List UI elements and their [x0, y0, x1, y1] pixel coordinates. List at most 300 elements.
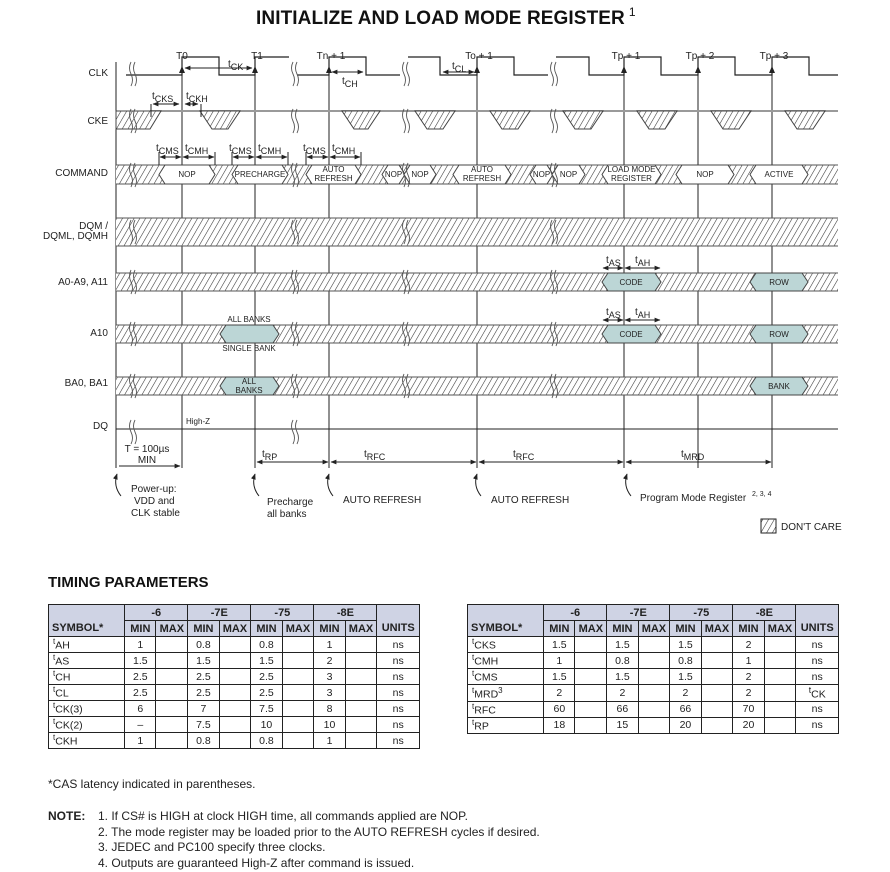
- value-cell: 20: [670, 717, 701, 733]
- value-label: ALL: [241, 377, 257, 386]
- value-cell: 2.5: [251, 669, 282, 685]
- value-cell: [282, 717, 314, 733]
- value-cell: 1: [544, 653, 575, 669]
- min-header: MIN: [607, 621, 638, 637]
- symbol-cell: $^t$RP: [468, 717, 544, 733]
- tcms-label: tCMS: [156, 143, 179, 156]
- command-label: AUTO: [322, 165, 345, 174]
- tck-label-sub: CK: [230, 62, 244, 72]
- signal-label: A0-A9, A11: [58, 277, 108, 288]
- units-text: ns: [392, 670, 404, 683]
- command-label: NOP: [532, 170, 551, 179]
- clock-label: Tp + 3: [759, 51, 789, 62]
- grade-header: -8E: [733, 605, 796, 621]
- table-row: [49, 653, 420, 669]
- clock-label: To + 1: [465, 51, 493, 62]
- event-label: AUTO REFRESH: [343, 495, 422, 506]
- trfc-label-sub: RFC: [515, 452, 535, 462]
- units-text: ns: [811, 703, 823, 715]
- value-cell: 3: [314, 669, 345, 685]
- value-label: ROW: [769, 330, 789, 339]
- value-cell: 7: [188, 701, 219, 717]
- grade-header: -6: [544, 605, 607, 621]
- signal-label: DQML, DQMH: [43, 231, 108, 242]
- tcl-label: tCL: [452, 61, 467, 74]
- units-cell: [377, 685, 420, 701]
- value-cell: 2: [670, 685, 701, 702]
- break-mark: [403, 62, 410, 86]
- units-text: ns: [392, 702, 404, 715]
- signal-label: COMMAND: [55, 168, 108, 179]
- table-row: [49, 669, 420, 685]
- value-cell: [282, 637, 314, 653]
- grade-header: -8E: [314, 605, 377, 621]
- notes-list: [98, 809, 658, 871]
- auto-refresh-callout: [328, 474, 333, 496]
- value-cell: [638, 637, 670, 653]
- rising-edge-arrow: [621, 66, 627, 73]
- value-cell: [156, 717, 188, 733]
- symbol-cell: $^t$RFC: [468, 701, 544, 717]
- signal-label: DQM /: [79, 221, 108, 232]
- command-label: NOP: [696, 170, 714, 179]
- cke-dont-care: [415, 111, 455, 129]
- value-cell: [345, 733, 377, 749]
- clock-label: Tp + 1: [611, 51, 641, 62]
- symbol-text: RP: [474, 720, 489, 733]
- value-cell: 1.5: [125, 653, 156, 669]
- tcks-label: tCKS: [152, 91, 174, 104]
- value-cell: –: [125, 717, 156, 733]
- value-cell: [345, 669, 377, 685]
- units-text: CK: [811, 688, 826, 701]
- symbol-cell: $^t$CH: [49, 669, 125, 685]
- signal-label: DQ: [93, 421, 108, 432]
- max-header: MAX: [345, 621, 377, 637]
- trfc-label: tRFC: [364, 449, 386, 462]
- units-cell: [796, 701, 839, 717]
- table-row: [468, 717, 839, 733]
- value-cell: [345, 653, 377, 669]
- value-cell: 2.5: [125, 685, 156, 701]
- units-cell: [377, 717, 420, 733]
- value-cell: 2.5: [125, 669, 156, 685]
- note-item: 4. Outputs are guaranteed High-Z after command is issued.: [98, 855, 415, 870]
- tcmh-label-sub: CMH: [260, 146, 282, 156]
- symbol-text: CMS: [474, 671, 498, 684]
- command-label: NOP: [178, 170, 196, 179]
- units-text: ns: [392, 638, 404, 651]
- tcmh-label: tCMH: [185, 143, 209, 156]
- units-cell: [796, 717, 839, 733]
- power-up-callout: [116, 474, 121, 496]
- event-label: Program Mode Register: [640, 493, 747, 504]
- value-cell: 70: [733, 701, 764, 717]
- value-cell: [701, 653, 733, 669]
- units-text: ns: [392, 686, 404, 699]
- note-item: 2. The mode register may be loaded prior to the AUTO REFRESH cycles if desired.: [98, 824, 540, 839]
- value-cell: 2.5: [251, 685, 282, 701]
- value-cell: [219, 685, 251, 701]
- units-cell: [377, 637, 420, 653]
- value-cell: [575, 717, 607, 733]
- clock-label: Tn + 1: [316, 51, 346, 62]
- units-header: UNITS: [796, 621, 839, 637]
- dont-care-region: [116, 273, 838, 291]
- value-cell: 1: [125, 637, 156, 653]
- value-cell: [219, 637, 251, 653]
- value-label: SINGLE BANK: [222, 344, 276, 353]
- value-label: BANKS: [235, 386, 263, 395]
- tcmh-label: tCMH: [258, 143, 282, 156]
- value-cell: 8: [314, 701, 345, 717]
- event-label: Precharge: [267, 497, 314, 508]
- header-cell: [49, 605, 125, 621]
- units-cell: [377, 733, 420, 749]
- event-label: all banks: [267, 509, 307, 520]
- symbol-header: SYMBOL*: [49, 621, 125, 637]
- units-cell: [377, 653, 420, 669]
- precharge-callout: [254, 474, 259, 496]
- tcmh-label-sub: CMH: [187, 146, 209, 156]
- value-cell: [764, 685, 796, 702]
- rising-edge-arrow: [695, 66, 701, 73]
- units-cell: [377, 701, 420, 717]
- break-mark: [292, 109, 299, 133]
- symbol-cell: $^t$MRD$^3$: [468, 685, 544, 702]
- symbol-note: 3: [498, 685, 503, 695]
- tch-label-sub: CH: [344, 79, 358, 89]
- event-label: Power-up:: [131, 484, 177, 495]
- trfc-label-sub: RFC: [366, 452, 386, 462]
- value-cell: [219, 701, 251, 717]
- auto-refresh-callout: [476, 474, 481, 496]
- tcl-label-sub: CL: [454, 64, 467, 74]
- table-subheader-row: [49, 621, 420, 637]
- rising-edge-arrow: [179, 66, 185, 73]
- value-cell: [282, 669, 314, 685]
- symbol-cell: $^t$CKS: [468, 637, 544, 653]
- dont-care-legend-label: DON'T CARE: [781, 522, 842, 533]
- header-cell: [377, 605, 420, 621]
- value-cell: 1: [314, 637, 345, 653]
- value-cell: 6: [125, 701, 156, 717]
- cke-dont-care: [342, 111, 380, 129]
- grade-header: -7E: [607, 605, 670, 621]
- signal-label: CKE: [87, 116, 108, 127]
- symbol-text: RFC: [474, 704, 496, 717]
- min-header: MIN: [733, 621, 764, 637]
- trp-label-sub: RP: [264, 452, 278, 462]
- min-header: MIN: [125, 621, 156, 637]
- dq-state-label: High-Z: [186, 417, 211, 426]
- title-note-ref: 1: [628, 5, 636, 19]
- value-cell: 10: [251, 717, 282, 733]
- symbol-cell: $^t$CL: [49, 685, 125, 701]
- value-cell: [219, 669, 251, 685]
- command-label: AUTO: [470, 165, 494, 174]
- value-cell: 1: [733, 653, 764, 669]
- value-cell: [701, 685, 733, 702]
- symbol-text: CK(3): [55, 703, 83, 716]
- break-mark: [292, 62, 299, 86]
- min-header: MIN: [670, 621, 701, 637]
- value-cell: [764, 701, 796, 717]
- units-text: ns: [811, 638, 823, 651]
- timing-table-1: [48, 604, 420, 749]
- symbol-text: MRD: [474, 688, 499, 700]
- tah-label: tAH: [635, 255, 651, 268]
- tcms-label: tCMS: [303, 143, 326, 156]
- symbol-text: CKS: [474, 639, 496, 652]
- cke-dont-care: [490, 111, 530, 129]
- value-cell: [764, 717, 796, 733]
- rising-edge-arrow: [474, 66, 480, 73]
- tah-label: tAH: [635, 307, 651, 320]
- break-mark: [551, 62, 558, 86]
- value-cell: [638, 669, 670, 685]
- units-text: ns: [811, 654, 823, 667]
- value-cell: 10: [314, 717, 345, 733]
- value-cell: [282, 653, 314, 669]
- max-header: MAX: [282, 621, 314, 637]
- tcms-label-sub: CMS: [231, 146, 252, 156]
- precharge-bank-window: [220, 325, 279, 343]
- value-label: BANK: [768, 382, 790, 391]
- table-row: [49, 717, 420, 733]
- value-cell: 2: [733, 637, 764, 653]
- tas-label-sub: AS: [608, 258, 621, 268]
- value-cell: [638, 685, 670, 702]
- table-row: [468, 653, 839, 669]
- value-cell: [345, 685, 377, 701]
- value-cell: [575, 637, 607, 653]
- value-cell: 0.8: [607, 653, 638, 669]
- command-label: NOP: [411, 170, 429, 179]
- value-cell: 2.5: [188, 669, 219, 685]
- value-cell: 20: [733, 717, 764, 733]
- min-header: MIN: [314, 621, 345, 637]
- value-cell: [156, 685, 188, 701]
- value-cell: 1.5: [670, 637, 701, 653]
- table-row: [49, 637, 420, 653]
- program-mode-callout: [626, 474, 631, 496]
- cke-dont-care: [200, 111, 240, 129]
- table-row: [49, 701, 420, 717]
- value-cell: [764, 637, 796, 653]
- value-cell: 2: [607, 685, 638, 702]
- value-cell: 66: [607, 701, 638, 717]
- min-header: MIN: [251, 621, 282, 637]
- tcks-label-sub: CKS: [154, 94, 174, 104]
- symbol-cell: $^t$CMH: [468, 653, 544, 669]
- max-header: MAX: [764, 621, 796, 637]
- value-label: ROW: [769, 278, 789, 287]
- value-cell: [701, 717, 733, 733]
- min-header: MIN: [188, 621, 219, 637]
- value-cell: 60: [544, 701, 575, 717]
- max-header: MAX: [575, 621, 607, 637]
- value-label: CODE: [619, 330, 643, 339]
- value-cell: [345, 701, 377, 717]
- symbol-cell: $^t$CMS: [468, 669, 544, 685]
- value-cell: 7.5: [251, 701, 282, 717]
- timing-parameters-title: TIMING PARAMETERS: [48, 574, 209, 591]
- value-cell: [156, 653, 188, 669]
- symbol-text: CMH: [474, 655, 499, 668]
- header-cell: [796, 605, 839, 621]
- tckh-label: tCKH: [186, 91, 208, 104]
- trfc-label: tRFC: [513, 449, 535, 462]
- value-cell: [345, 637, 377, 653]
- value-cell: [764, 669, 796, 685]
- table-subheader-row: [468, 621, 839, 637]
- interval-label: MIN: [137, 455, 157, 466]
- tas-label-sub: AS: [608, 310, 621, 320]
- value-cell: 1.5: [607, 669, 638, 685]
- break-mark: [130, 420, 137, 444]
- value-cell: [638, 701, 670, 717]
- tas-label: tAS: [606, 255, 621, 268]
- cke-dont-care: [563, 111, 603, 129]
- rising-edge-arrow: [769, 66, 775, 73]
- note-item: 1. If CS# is HIGH at clock HIGH time, all commands applied are NOP.: [98, 809, 468, 823]
- value-cell: 1.5: [251, 653, 282, 669]
- value-cell: [219, 733, 251, 749]
- rising-edge-arrow: [326, 66, 332, 73]
- tcms-label-sub: CMS: [305, 146, 326, 156]
- units-cell: [796, 669, 839, 685]
- table-row: [49, 685, 420, 701]
- command-label: REGISTER: [611, 174, 652, 183]
- table-row: [468, 669, 839, 685]
- value-cell: [575, 701, 607, 717]
- units-cell: [377, 669, 420, 685]
- value-cell: 0.8: [670, 653, 701, 669]
- grade-header: -7E: [188, 605, 251, 621]
- value-label: ALL BANKS: [227, 315, 271, 324]
- value-cell: [701, 669, 733, 685]
- value-cell: 1.5: [544, 669, 575, 685]
- table-row: [49, 733, 420, 749]
- value-cell: 7.5: [188, 717, 219, 733]
- tcms-label-sub: CMS: [158, 146, 179, 156]
- symbol-header: SYMBOL*: [468, 621, 544, 637]
- value-cell: [575, 669, 607, 685]
- break-mark: [130, 62, 137, 86]
- symbol-text: CK(2): [55, 719, 83, 732]
- value-cell: [638, 653, 670, 669]
- signal-label: BA0, BA1: [64, 378, 108, 389]
- symbol-text: CL: [55, 687, 69, 700]
- value-cell: [156, 669, 188, 685]
- rising-edge-arrow: [252, 66, 258, 73]
- tmrd-label-sub: MRD: [683, 452, 705, 462]
- table-row: [468, 701, 839, 717]
- tah-label-sub: AH: [637, 310, 651, 320]
- symbol-cell: $^t$AS: [49, 653, 125, 669]
- value-cell: 1: [314, 733, 345, 749]
- dont-care-legend-swatch: [761, 519, 776, 533]
- value-cell: [701, 637, 733, 653]
- command-label: NOP: [559, 170, 578, 179]
- tckh-label-sub: CKH: [188, 94, 208, 104]
- value-cell: 0.8: [251, 637, 282, 653]
- interval-label: T = 100µs: [124, 444, 170, 455]
- signal-label: A10: [90, 328, 108, 339]
- value-cell: 0.8: [188, 733, 219, 749]
- command-label: NOP: [384, 170, 403, 179]
- units-cell: $^t$CK: [796, 685, 839, 702]
- tck-label: tCK: [228, 59, 244, 72]
- tcms-label: tCMS: [229, 143, 252, 156]
- cke-dont-care: [711, 111, 751, 129]
- event-label: VDD and: [134, 496, 175, 507]
- value-cell: [219, 653, 251, 669]
- value-cell: 2: [314, 653, 345, 669]
- symbol-cell: $^t$CK(3): [49, 701, 125, 717]
- units-text: ns: [811, 670, 823, 683]
- command-label: REFRESH: [314, 174, 353, 183]
- value-cell: 1.5: [670, 669, 701, 685]
- value-cell: 1.5: [544, 637, 575, 653]
- value-cell: 2: [544, 685, 575, 702]
- tcmh-label: tCMH: [332, 143, 356, 156]
- units-text: ns: [392, 718, 404, 731]
- dont-care-region: [116, 218, 838, 246]
- table-header-row: [49, 605, 420, 621]
- clock-label: T0: [176, 51, 188, 62]
- value-cell: [638, 717, 670, 733]
- value-cell: [156, 701, 188, 717]
- units-text: ns: [392, 654, 404, 667]
- title-text: INITIALIZE AND LOAD MODE REGISTER: [256, 8, 625, 29]
- value-cell: 2.5: [188, 685, 219, 701]
- table-header-row: [468, 605, 839, 621]
- note-item: 3. JEDEC and PC100 specify three clocks.: [98, 840, 326, 854]
- break-mark: [551, 109, 558, 133]
- tcmh-label-sub: CMH: [334, 146, 356, 156]
- symbol-text: AH: [55, 639, 70, 652]
- break-mark: [403, 109, 410, 133]
- value-cell: 2: [733, 669, 764, 685]
- tmrd-label: tMRD: [681, 449, 705, 462]
- units-cell: [796, 653, 839, 669]
- value-cell: 0.8: [251, 733, 282, 749]
- value-cell: [282, 685, 314, 701]
- symbol-text: AS: [55, 655, 70, 668]
- clock-label: Tp + 2: [685, 51, 715, 62]
- max-header: MAX: [701, 621, 733, 637]
- value-cell: [219, 717, 251, 733]
- notes-label: NOTE:: [48, 809, 86, 823]
- tas-label: tAS: [606, 307, 621, 320]
- value-cell: 1.5: [188, 653, 219, 669]
- break-mark: [292, 420, 299, 444]
- units-text: ns: [392, 734, 404, 747]
- value-cell: [701, 701, 733, 717]
- value-cell: [282, 701, 314, 717]
- symbol-cell: $^t$CK(2): [49, 717, 125, 733]
- signal-label: CLK: [88, 68, 108, 79]
- symbol-cell: $^t$AH: [49, 637, 125, 653]
- value-cell: 18: [544, 717, 575, 733]
- max-header: MAX: [638, 621, 670, 637]
- grade-header: -75: [251, 605, 314, 621]
- cke-dont-care: [116, 111, 161, 129]
- max-header: MAX: [219, 621, 251, 637]
- units-text: ns: [811, 719, 823, 731]
